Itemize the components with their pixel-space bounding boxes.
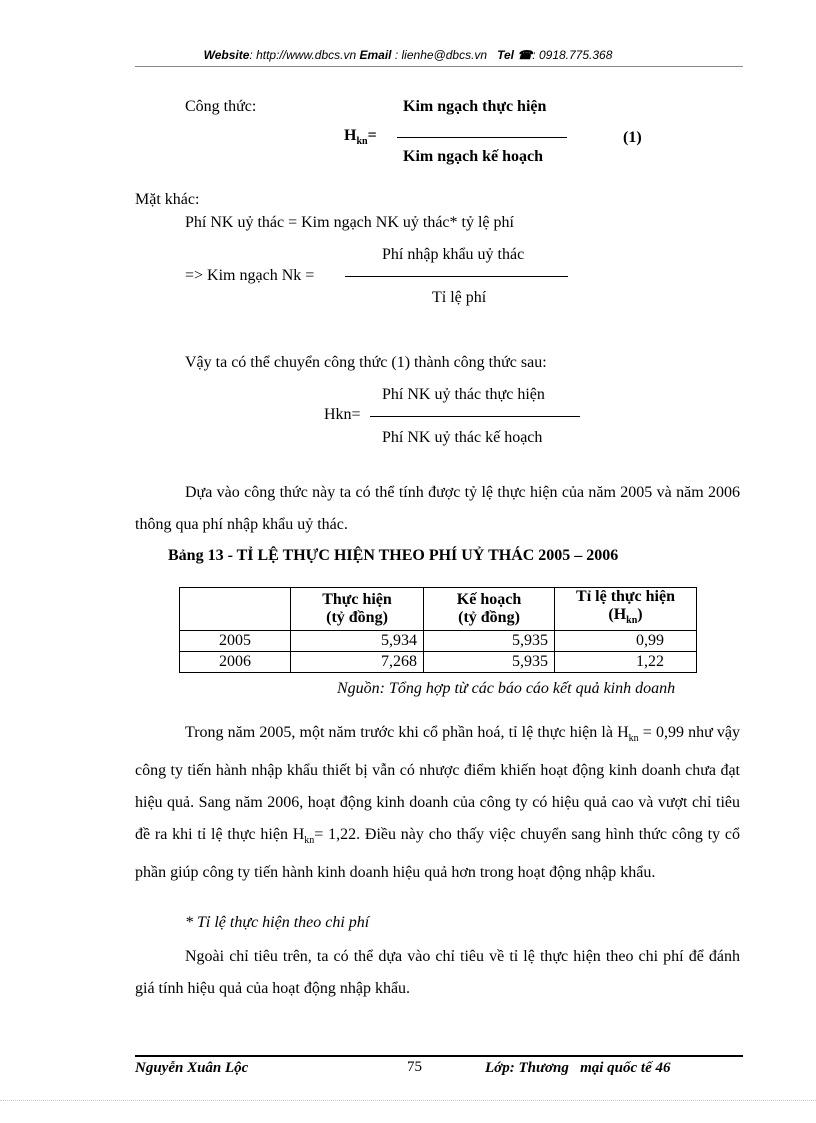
formula1-fraction-line bbox=[397, 137, 567, 138]
table-header-thuc-hien bbox=[291, 588, 424, 631]
formula2-numerator: Phí NK uỷ thác thực hiện bbox=[382, 386, 545, 403]
email-label: Email bbox=[359, 48, 392, 62]
table-title: Bảng 13 - TỈ LỆ THỰC HIỆN THEO PHÍ UỶ THÁC 2005 – 2006 bbox=[168, 547, 619, 564]
paragraph-analysis bbox=[135, 717, 740, 889]
footer-author: Nguyễn Xuân Lộc bbox=[135, 1060, 249, 1076]
table-header-blank bbox=[180, 588, 291, 631]
footer-page-number: 75 bbox=[407, 1059, 422, 1075]
ke-hoach-line2: (tỷ đồng) bbox=[458, 609, 520, 627]
formula1-lhs-eq: = bbox=[367, 127, 377, 144]
table-row bbox=[180, 631, 697, 652]
analysis-part1: Trong năm 2005, một năm trước khi cổ phần hoá, tỉ lệ thực hiện là H bbox=[185, 724, 629, 741]
table-header-ti-le bbox=[555, 588, 697, 631]
ti-le-line1: Tỉ lệ thực hiện bbox=[576, 588, 675, 605]
header-divider bbox=[135, 66, 743, 67]
tel-label: Tel bbox=[497, 48, 514, 62]
formula1-lhs bbox=[344, 127, 377, 147]
page-header bbox=[0, 48, 816, 62]
paragraph-cost: Ngoài chỉ tiêu trên, ta có thể dựa vào chỉ tiêu về tỉ lệ thực hiện theo chi phí để đánh giá tính hiệu quả của hoạt động nhập khẩu. bbox=[135, 948, 740, 997]
analysis-part2: = 0,99 như vậy công ty tiến hành nhập khẩu thiết bị vẫn có nhược điểm khiến hoạt động kinh doanh chưa đạt hiệu quả. Sang năm 2006, hoạt động kinh doanh của công ty có hiệu quả cao và vượt chỉ tiêu đề ra khi tỉ lệ thực hiện H bbox=[135, 724, 741, 844]
row-thuc-hien: 5,934 bbox=[291, 631, 424, 652]
section-subheading: * Tỉ lệ thực hiện theo chi phí bbox=[185, 914, 370, 931]
row-thuc-hien: 7,268 bbox=[291, 652, 424, 673]
mat-khac-prefix: => Kim ngạch Nk = bbox=[185, 267, 315, 284]
formula1-numerator: Kim ngạch thực hiện bbox=[403, 98, 547, 115]
analysis-part3: = 1,22. Điều này cho thấy việc chuyển sang hình thức công ty cổ phần giúp công ty tiến hành kinh doanh hiệu quả hơn trong hoạt động nhập khẩu. bbox=[135, 826, 740, 882]
row-ke-hoach: 5,935 bbox=[424, 652, 555, 673]
formula1-number: (1) bbox=[623, 129, 642, 146]
mat-khac-numerator: Phí nhập khẩu uỷ thác bbox=[382, 246, 525, 263]
table-row bbox=[180, 652, 697, 673]
row-ke-hoach: 5,935 bbox=[424, 631, 555, 652]
row-year: 2005 bbox=[180, 631, 291, 652]
table-header-ke-hoach bbox=[424, 588, 555, 631]
tel-value: : 0918.775.368 bbox=[532, 48, 613, 62]
footer-class: Lớp: Thương mại quốc tế 46 bbox=[485, 1060, 671, 1076]
thuc-hien-line1: Thực hiện bbox=[322, 591, 392, 609]
formula1-denominator: Kim ngạch kế hoạch bbox=[403, 148, 544, 165]
mat-khac-line1: Phí NK uỷ thác = Kim ngạch NK uỷ thác* tỷ lệ phí bbox=[185, 214, 514, 231]
row-ti-le: 1,22 bbox=[555, 652, 697, 673]
mat-khac-fraction-line bbox=[345, 276, 568, 277]
ti-le-line2-sub: kn bbox=[626, 615, 638, 627]
mat-khac-label: Mặt khác: bbox=[135, 191, 200, 208]
thuc-hien-line2: (tỷ đồng) bbox=[326, 609, 388, 627]
formula2-lhs: Hkn= bbox=[324, 406, 361, 423]
paragraph-intro: Dựa vào công thức này ta có thể tính được tỷ lệ thực hiện của năm 2005 và năm 2006 thông qua phí nhập khẩu uỷ thác. bbox=[135, 484, 740, 533]
mat-khac-denominator: Tỉ lệ phí bbox=[432, 289, 487, 306]
formula2-fraction-line bbox=[370, 416, 580, 417]
row-ti-le: 0,99 bbox=[555, 631, 697, 652]
website-label: Website bbox=[203, 48, 250, 62]
analysis-sub2: kn bbox=[304, 835, 315, 847]
formula2-intro: Vậy ta có thể chuyển công thức (1) thành công thức sau: bbox=[185, 354, 547, 371]
ti-le-line2a: (H bbox=[608, 606, 627, 623]
table-source: Nguồn: Tổng hợp từ các báo cáo kết quả kinh doanh bbox=[337, 680, 676, 697]
formula2-denominator: Phí NK uỷ thác kế hoạch bbox=[382, 429, 543, 446]
website-value[interactable]: : http://www.dbcs.vn bbox=[249, 48, 357, 62]
footer-divider bbox=[135, 1055, 743, 1057]
formula1-lhs-main: H bbox=[344, 127, 357, 144]
formula1-lhs-sub: kn bbox=[356, 136, 368, 148]
formula1-label: Công thức: bbox=[185, 98, 257, 115]
ke-hoach-line1: Kế hoạch bbox=[456, 591, 522, 609]
table-header-row bbox=[180, 588, 697, 631]
data-table bbox=[179, 587, 697, 673]
ti-le-line2b: ) bbox=[637, 606, 643, 623]
row-year: 2006 bbox=[180, 652, 291, 673]
email-value[interactable]: : lienhe@dbcs.vn bbox=[394, 48, 488, 62]
page-bottom-dotted-line bbox=[0, 1100, 816, 1101]
analysis-sub1: kn bbox=[628, 733, 639, 745]
phone-icon: ☎ bbox=[517, 48, 533, 62]
